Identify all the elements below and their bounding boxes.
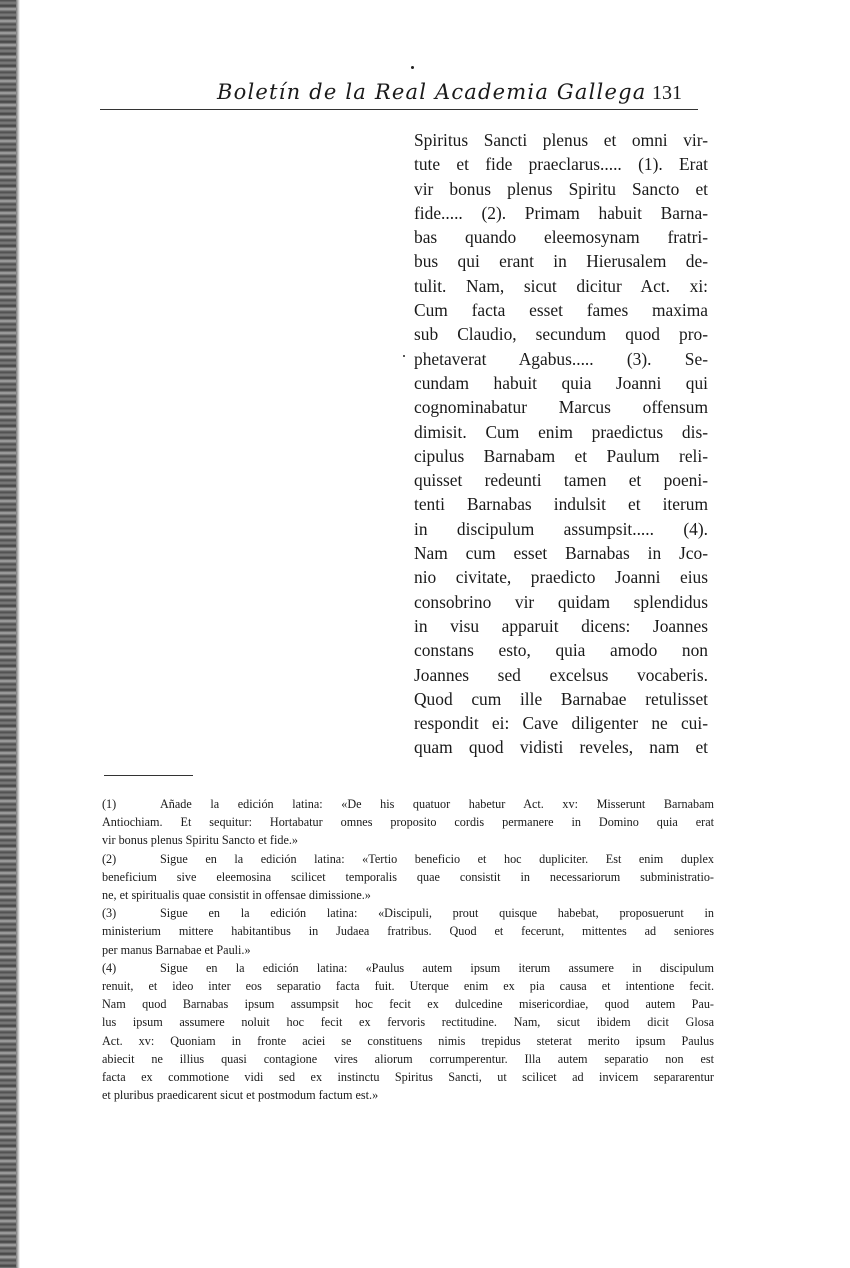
footnote-line: facta ex commotione vidi sed ex instinctu Spiritus Sancti, ut scilicet ad invicem separarentur — [102, 1070, 714, 1085]
page-number: 131 — [652, 82, 682, 104]
text-line: tute et fide praeclarus..... (1). Erat — [414, 154, 708, 175]
text-line: Joannes sed excelsus vocaberis. — [414, 664, 708, 685]
text-line: quam quod vidisti reveles, nam et — [414, 737, 708, 758]
footnote-text: Sigue en la edición latina: «Paulus autem ipsum iterum assumere in discipulum — [160, 960, 714, 975]
text-line: tulit. Nam, sicut dicitur Act. xi: — [414, 275, 708, 296]
text-line: quisset redeunti tamen et poeni- — [414, 470, 708, 491]
footnote-line: abiecit ne illius quasi contagione vires aliorum corrumperentur. Illa autem separatio non est — [102, 1051, 714, 1066]
footnote-number: (3) — [102, 906, 117, 921]
text-line: consobrino vir quidam splendidus — [414, 591, 708, 612]
spine-shadow — [16, 0, 20, 1268]
text-line: bus qui erant in Hierusalem de- — [414, 251, 708, 272]
footnote-text: Sigue en la edición latina: «Tertio beneficio et hoc dupliciter. Est enim duplex — [160, 851, 714, 866]
footnote-line: ministerium mittere habitantibus in Judaea fratribus. Quod et fecerunt, mittentes ad seniores — [102, 924, 714, 939]
text-line: sub Claudio, secundum quod pro- — [414, 324, 708, 345]
text-line: Quod cum ille Barnabae retulisset — [414, 688, 708, 709]
text-line: phetaverat Agabus..... (3). Se- — [414, 348, 708, 369]
text-line: in discipulum assumpsit..... (4). — [414, 518, 708, 539]
footnote-line: et pluribus praedicarent sicut et postmodum factum est.» — [102, 1088, 379, 1103]
text-line: cundam habuit quia Joanni qui — [414, 372, 708, 393]
text-line: tenti Barnabas indulsit et iterum — [414, 494, 708, 515]
footnote-number: (4) — [102, 960, 117, 975]
footnote-line — [102, 850, 714, 868]
text-line: Nam cum esset Barnabas in Jco- — [414, 543, 708, 564]
journal-title: Boletín de la Real Academia Gallega — [217, 80, 647, 104]
footnote-line: Act. xv: Quoniam in fronte aciei se constituens nimis trepidus steterat merito ipsum Paulus — [102, 1033, 714, 1048]
footnote-line: renuit, et ideo inter eos separatio facta fuit. Uterque enim ex pia causa et intentione fecit. — [102, 979, 714, 994]
speck — [403, 355, 405, 357]
footnote-line — [102, 959, 714, 977]
footnote-line — [102, 904, 714, 922]
footnote-line: lus ipsum assumere noluit hoc fecit ex fervoris rectitudine. Nam, sicut ibidem dicit Glosa — [102, 1015, 714, 1030]
footnote-line: Antiochiam. Et sequitur: Hortabatur omnes proposito cordis permanere in Domino quia erat — [102, 815, 714, 830]
header-rule — [100, 109, 698, 110]
text-line: cognominabatur Marcus offensum — [414, 397, 708, 418]
text-line: fide..... (2). Primam habuit Barna- — [414, 202, 708, 223]
speck — [411, 66, 414, 69]
text-line: nio civitate, praedicto Joanni eius — [414, 567, 708, 588]
footnotes — [102, 795, 714, 1104]
text-line: vir bonus plenus Spiritu Sancto et — [414, 178, 708, 199]
text-line: respondit ei: Cave diligenter ne cui- — [414, 713, 708, 734]
footnote-line: vir bonus plenus Spiritu Sancto et fide.» — [102, 833, 298, 848]
footnote-2 — [102, 850, 714, 905]
running-header — [205, 76, 700, 110]
text-line: constans esto, quia amodo non — [414, 640, 708, 661]
footnote-line: beneficium sive eleemosina scilicet temporalis quae consistit in necessariorum subministratio- — [102, 869, 714, 884]
footnote-line: ne, et spiritualis quae consistit in offensae dimissione.» — [102, 888, 371, 903]
footnote-line — [102, 795, 714, 813]
main-text-column — [414, 128, 708, 760]
text-line: Spiritus Sancti plenus et omni vir- — [414, 130, 708, 150]
footnote-4 — [102, 959, 714, 1105]
footnote-line: per manus Barnabae et Pauli.» — [102, 942, 251, 957]
text-line: dimisit. Cum enim praedictus dis- — [414, 421, 708, 442]
text-line: in visu apparuit dicens: Joannes — [414, 615, 708, 636]
footnote-separator — [104, 775, 193, 776]
text-line: cipulus Barnabam et Paulum reli- — [414, 445, 708, 466]
footnote-text: Sigue en la edición latina: «Discipuli, prout quisque habebat, proposuerunt in — [160, 906, 714, 921]
text-line: bas quando eleemosynam fratri- — [414, 227, 708, 248]
footnote-number: (1) — [102, 797, 117, 811]
book-spine-edge — [0, 0, 16, 1268]
text-line: Cum facta esset fames maxima — [414, 300, 708, 321]
footnote-3 — [102, 904, 714, 959]
footnote-text: Añade la edición latina: «De his quatuor habetur Act. xv: Misserunt Barnabam — [160, 797, 714, 811]
footnote-1 — [102, 795, 714, 850]
footnote-number: (2) — [102, 851, 117, 866]
footnote-line: Nam quod Barnabas ipsum assumpsit hoc fecit ex dulcedine misericordiae, quod autem Pau- — [102, 997, 714, 1012]
